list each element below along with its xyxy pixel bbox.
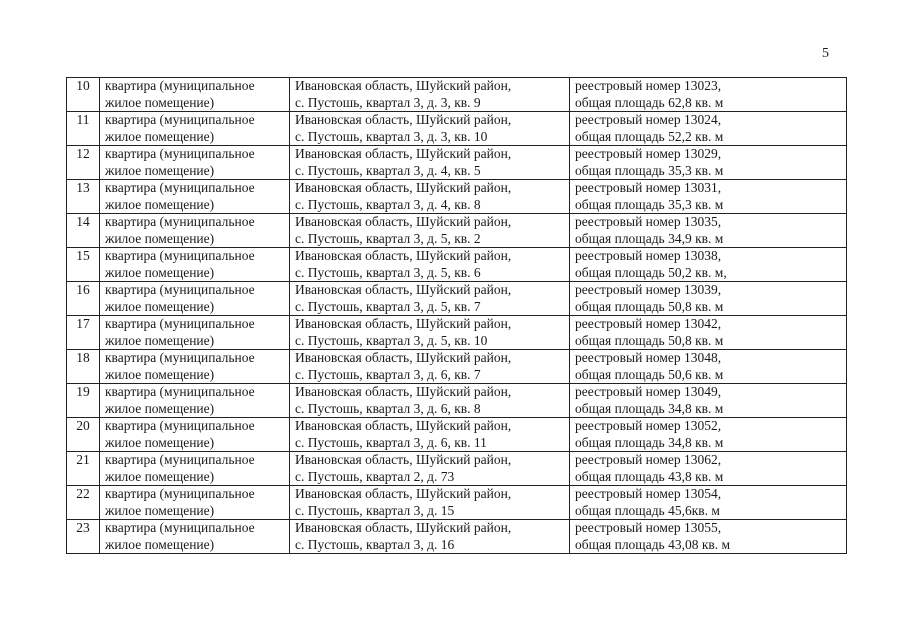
registry-info-line: общая площадь 35,3 кв. м [575,162,724,178]
registry-info-line: общая площадь 35,3 кв. м [575,196,724,212]
address-cell [290,214,570,248]
registry-info-cell [570,350,847,384]
object-type-line: жилое помещение) [105,400,215,416]
address-line: с. Пустошь, квартал 2, д. 73 [295,468,455,484]
table-row [67,316,847,350]
object-type-line: квартира (муниципальное [105,146,255,161]
row-number: 11 [67,112,100,146]
registry-info-line: реестровый номер 13048, [575,350,722,365]
registry-info-line: реестровый номер 13024, [575,112,722,127]
object-type-cell [100,384,290,418]
address-cell [290,78,570,112]
address-line: Ивановская область, Шуйский район, [295,146,512,161]
address-cell [290,452,570,486]
registry-table-body [67,78,847,554]
registry-info-line: общая площадь 45,6кв. м [575,502,720,518]
object-type-line: жилое помещение) [105,502,215,518]
object-type-cell [100,112,290,146]
object-type-line: квартира (муниципальное [105,316,255,331]
address-line: Ивановская область, Шуйский район, [295,350,512,365]
object-type-cell [100,146,290,180]
object-type-cell [100,316,290,350]
address-cell [290,180,570,214]
object-type-cell [100,418,290,452]
address-cell [290,248,570,282]
object-type-line: квартира (муниципальное [105,418,255,433]
address-line: с. Пустошь, квартал 3, д. 3, кв. 9 [295,94,481,110]
row-number: 18 [67,350,100,384]
address-line: Ивановская область, Шуйский район, [295,486,512,501]
registry-info-cell [570,146,847,180]
registry-info-line: реестровый номер 13042, [575,316,722,331]
registry-info-cell [570,316,847,350]
registry-info-cell [570,418,847,452]
address-line: с. Пустошь, квартал 3, д. 4, кв. 5 [295,162,481,178]
registry-info-line: реестровый номер 13055, [575,520,722,535]
object-type-line: квартира (муниципальное [105,350,255,365]
address-line: Ивановская область, Шуйский район, [295,180,512,195]
row-number: 10 [67,78,100,112]
registry-info-line: общая площадь 62,8 кв. м [575,94,724,110]
registry-info-line: реестровый номер 13023, [575,78,722,93]
object-type-cell [100,486,290,520]
address-line: Ивановская область, Шуйский район, [295,452,512,467]
registry-info-cell [570,384,847,418]
registry-info-line: реестровый номер 13054, [575,486,722,501]
registry-info-line: общая площадь 34,8 кв. м [575,400,724,416]
row-number: 22 [67,486,100,520]
object-type-line: жилое помещение) [105,128,215,144]
registry-info-cell [570,486,847,520]
row-number: 23 [67,520,100,554]
registry-info-cell [570,248,847,282]
row-number: 19 [67,384,100,418]
property-registry-table [66,77,847,554]
registry-info-cell [570,520,847,554]
table-row [67,350,847,384]
object-type-cell [100,452,290,486]
address-line: с. Пустошь, квартал 3, д. 6, кв. 8 [295,400,481,416]
object-type-line: квартира (муниципальное [105,112,255,127]
table-row [67,214,847,248]
table-row [67,78,847,112]
address-cell [290,384,570,418]
registry-info-cell [570,112,847,146]
registry-info-line: общая площадь 50,2 кв. м, [575,264,727,280]
page-number: 5 [822,46,829,61]
registry-info-line: реестровый номер 13035, [575,214,722,229]
registry-info-line: общая площадь 52,2 кв. м [575,128,724,144]
address-line: Ивановская область, Шуйский район, [295,248,512,263]
address-line: с. Пустошь, квартал 3, д. 5, кв. 7 [295,298,481,314]
object-type-line: жилое помещение) [105,196,215,212]
object-type-cell [100,180,290,214]
address-line: Ивановская область, Шуйский район, [295,214,512,229]
address-line: с. Пустошь, квартал 3, д. 5, кв. 6 [295,264,481,280]
row-number: 17 [67,316,100,350]
table-row [67,248,847,282]
address-line: с. Пустошь, квартал 3, д. 16 [295,536,455,552]
registry-info-cell [570,452,847,486]
registry-info-line: реестровый номер 13052, [575,418,722,433]
address-cell [290,486,570,520]
address-line: Ивановская область, Шуйский район, [295,316,512,331]
object-type-line: квартира (муниципальное [105,282,255,297]
row-number: 15 [67,248,100,282]
object-type-line: жилое помещение) [105,434,215,450]
object-type-line: квартира (муниципальное [105,520,255,535]
table-row [67,418,847,452]
object-type-cell [100,282,290,316]
address-line: с. Пустошь, квартал 3, д. 4, кв. 8 [295,196,481,212]
registry-info-line: реестровый номер 13049, [575,384,722,399]
object-type-line: квартира (муниципальное [105,214,255,229]
object-type-line: жилое помещение) [105,94,215,110]
object-type-line: жилое помещение) [105,298,215,314]
object-type-line: квартира (муниципальное [105,452,255,467]
object-type-line: квартира (муниципальное [105,486,255,501]
object-type-line: жилое помещение) [105,536,215,552]
registry-info-line: общая площадь 43,8 кв. м [575,468,724,484]
table-row [67,112,847,146]
registry-info-line: общая площадь 43,08 кв. м [575,536,731,552]
table-row [67,180,847,214]
object-type-line: жилое помещение) [105,230,215,246]
address-cell [290,350,570,384]
table-row [67,520,847,554]
row-number: 21 [67,452,100,486]
address-line: с. Пустошь, квартал 3, д. 5, кв. 2 [295,230,481,246]
address-line: Ивановская область, Шуйский район, [295,78,512,93]
address-line: с. Пустошь, квартал 3, д. 6, кв. 7 [295,366,481,382]
registry-info-line: реестровый номер 13062, [575,452,722,467]
address-cell [290,282,570,316]
row-number: 13 [67,180,100,214]
object-type-line: жилое помещение) [105,264,215,280]
table-row [67,384,847,418]
address-line: с. Пустошь, квартал 3, д. 15 [295,502,455,518]
address-line: Ивановская область, Шуйский район, [295,520,512,535]
registry-info-cell [570,214,847,248]
address-cell [290,112,570,146]
object-type-line: квартира (муниципальное [105,384,255,399]
row-number: 16 [67,282,100,316]
registry-info-line: реестровый номер 13031, [575,180,722,195]
object-type-line: квартира (муниципальное [105,180,255,195]
object-type-line: жилое помещение) [105,332,215,348]
table-row [67,452,847,486]
object-type-cell [100,248,290,282]
address-line: с. Пустошь, квартал 3, д. 6, кв. 11 [295,434,487,450]
registry-info-line: общая площадь 34,9 кв. м [575,230,724,246]
address-line: Ивановская область, Шуйский район, [295,418,512,433]
row-number: 12 [67,146,100,180]
object-type-line: жилое помещение) [105,468,215,484]
address-line: с. Пустошь, квартал 3, д. 3, кв. 10 [295,128,488,144]
address-line: Ивановская область, Шуйский район, [295,282,512,297]
object-type-line: квартира (муниципальное [105,78,255,93]
address-cell [290,316,570,350]
object-type-line: жилое помещение) [105,162,215,178]
registry-info-line: общая площадь 50,8 кв. м [575,298,724,314]
table-row [67,486,847,520]
object-type-line: жилое помещение) [105,366,215,382]
registry-info-line: общая площадь 34,8 кв. м [575,434,724,450]
object-type-cell [100,520,290,554]
registry-info-line: реестровый номер 13029, [575,146,722,161]
address-cell [290,520,570,554]
registry-info-line: реестровый номер 13038, [575,248,722,263]
address-line: Ивановская область, Шуйский район, [295,384,512,399]
object-type-cell [100,78,290,112]
registry-info-line: общая площадь 50,8 кв. м [575,332,724,348]
registry-info-line: общая площадь 50,6 кв. м [575,366,724,382]
registry-info-cell [570,282,847,316]
registry-info-cell [570,78,847,112]
row-number: 20 [67,418,100,452]
object-type-cell [100,350,290,384]
registry-info-line: реестровый номер 13039, [575,282,722,297]
address-line: Ивановская область, Шуйский район, [295,112,512,127]
table-row [67,282,847,316]
address-cell [290,418,570,452]
object-type-cell [100,214,290,248]
registry-info-cell [570,180,847,214]
address-cell [290,146,570,180]
row-number: 14 [67,214,100,248]
address-line: с. Пустошь, квартал 3, д. 5, кв. 10 [295,332,488,348]
table-row [67,146,847,180]
object-type-line: квартира (муниципальное [105,248,255,263]
